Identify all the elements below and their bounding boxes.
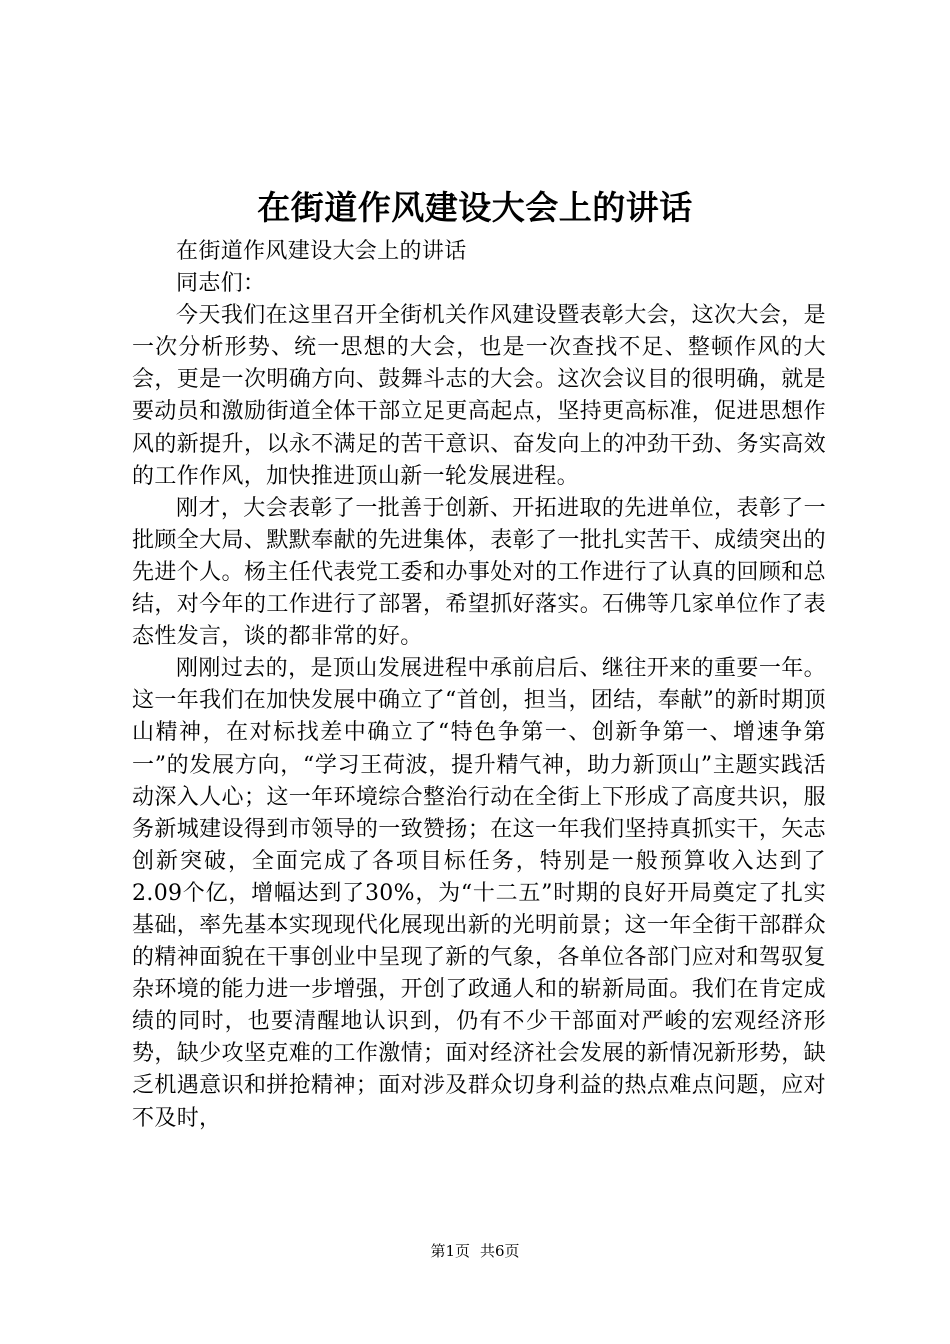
page-total: 共6页 — [480, 1242, 520, 1260]
body-paragraph: 今天我们在这里召开全街机关作风建设暨表彰大会，这次大会，是一次分析形势、统一思想的大会，也是一次查找不足、整顿作风的大会，更是一次明确方向、鼓舞斗志的大会。这次会议目的很明确，就是要动员和激励街道全体干部立足更高起点，坚持更高标准，促进思想作风的新提升，以永不满足的苦干意识、奋发向上的冲劲干劲、务实高效的工作作风，加快推进顶山新一轮发展进程。 — [132, 303, 826, 489]
document-title: 在街道作风建设大会上的讲话 — [257, 188, 693, 227]
page-footer — [0, 1241, 950, 1261]
document-body — [132, 236, 826, 1135]
body-paragraph: 刚才，大会表彰了一批善于创新、开拓进取的先进单位，表彰了一批顾全大局、默默奉献的先进集体，表彰了一批扎实苦干、成绩突出的先进个人。杨主任代表党工委和办事处对的工作进行了认真的回顾和总结，对今年的工作进行了部署，希望抓好落实。石佛等几家单位作了表态性发言，谈的都非常的好。 — [132, 495, 826, 650]
body-paragraph: 刚刚过去的，是顶山发展进程中承前启后、继往开来的重要一年。这一年我们在加快发展中确立了“首创，担当，团结，奉献”的新时期顶山精神，在对标找差中确立了“特色争第一、创新争第一、增速争第一”的发展方向，“学习王荷波，提升精气神，助力新顶山”主题实践活动深入人心；这一年环境综合整治行动在全街上下形成了高度共识，服务新城建设得到市领导的一致赞扬；在这一年我们坚持真抓实干，矢志创新突破，全面完成了各项目标任务，特别是一般预算收入达到了2.09个亿，增幅达到了30%，为“十二五”时期的良好开局奠定了扎实基础，率先基本实现现代化展现出新的光明前景；这一年全街干部群众的精神面貌在干事创业中呈现了新的气象，各单位各部门应对和驾驭复杂环境的能力进一步增强，开创了政通人和的崭新局面。我们在肯定成绩的同时，也要清醒地认识到，仍有不少干部面对严峻的宏观经济形势，缺少攻坚克难的工作激情；面对经济社会发展的新情况新形势，缺乏机遇意识和拼抢精神；面对涉及群众切身利益的热点难点问题，应对不及时， — [132, 656, 826, 1131]
body-paragraph-salutation: 同志们： — [176, 271, 266, 297]
body-paragraph-subtitle: 在街道作风建设大会上的讲话 — [176, 239, 467, 264]
page-number: 第1页 — [430, 1242, 470, 1260]
